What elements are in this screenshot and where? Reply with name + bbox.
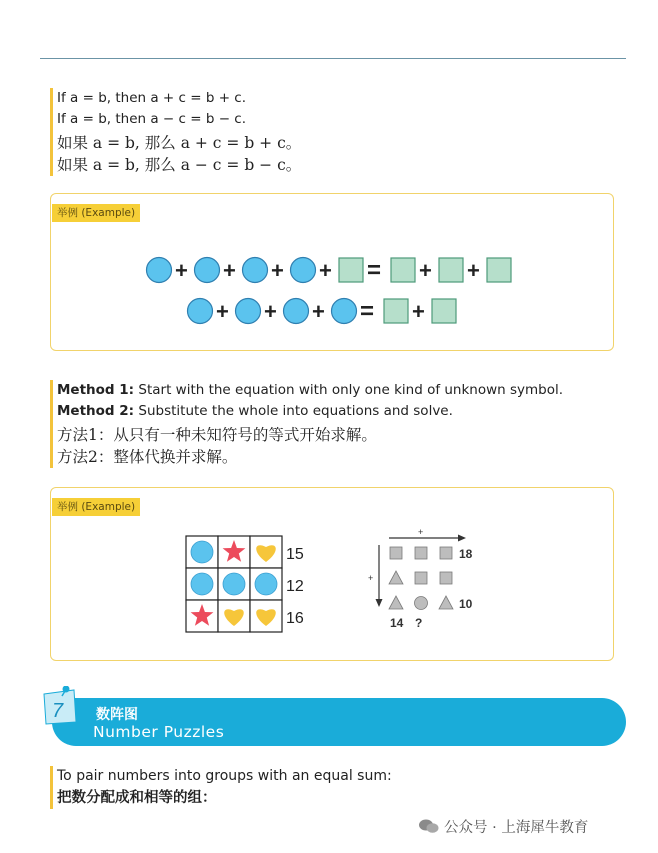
equals-sign: =	[367, 257, 382, 284]
gray-square-icon	[415, 572, 427, 584]
plus-sign: +	[175, 258, 188, 283]
section-number: 7	[52, 700, 64, 722]
method-zh-1: 方法1：从只有一种未知符号的等式开始求解。	[57, 426, 377, 444]
plus-sign: +	[264, 299, 277, 324]
rule-en-2: If a = b, then a − c = b − c.	[57, 111, 247, 127]
method-1-line	[57, 380, 563, 401]
example-box-1	[50, 193, 614, 351]
pair-zh: 把数分配成和相等的组：	[57, 790, 217, 806]
blue-circle-icon	[255, 573, 277, 595]
wechat-icon	[418, 818, 440, 834]
blue-circle-icon	[291, 258, 316, 283]
plus-sign: +	[319, 258, 332, 283]
blue-circle-icon	[147, 258, 172, 283]
column-value: ?	[415, 616, 423, 630]
blue-circle-icon	[191, 541, 213, 563]
arrow-plus-label: +	[368, 573, 374, 583]
blue-circle-icon	[332, 299, 357, 324]
blue-circle-icon	[223, 573, 245, 595]
gray-square-icon	[440, 572, 452, 584]
watermark	[418, 816, 588, 837]
methods-block	[50, 380, 563, 468]
down-arrow-head-icon	[376, 599, 383, 607]
blue-circle-icon	[284, 299, 309, 324]
column-value: 14	[390, 616, 404, 630]
green-square-icon	[391, 258, 415, 282]
rule-zh-1: 如果 a = b, 那么 a + c = b + c。	[57, 134, 302, 152]
gray-triangle-icon	[389, 571, 403, 584]
plus-sign: +	[216, 299, 229, 324]
blue-circle-icon	[236, 299, 261, 324]
gray-square-icon	[390, 547, 402, 559]
method-2-text: Substitute the whole into equations and solve.	[134, 403, 453, 419]
equation-figure	[51, 194, 613, 350]
example-box-2	[50, 487, 614, 661]
puzzle-figure	[51, 488, 613, 660]
example-tag: 举例 (Example)	[52, 204, 140, 222]
gray-triangle-icon	[439, 596, 453, 609]
plus-sign: +	[312, 299, 325, 324]
section-title-zh: 数阵图	[96, 707, 138, 723]
blue-circle-icon	[243, 258, 268, 283]
blue-circle-icon	[195, 258, 220, 283]
example-tag-2: 举例 (Example)	[52, 498, 140, 516]
row-value: 10	[459, 597, 473, 611]
method-2-label: Method 2:	[57, 403, 135, 419]
watermark-text: 公众号 · 上海犀牛教育	[444, 820, 589, 836]
rule-en-1: If a = b, then a + c = b + c.	[57, 90, 247, 106]
gray-circle-icon	[415, 597, 428, 610]
section-title-en: Number Puzzles	[93, 723, 225, 741]
gray-square-icon	[415, 547, 427, 559]
plus-sign: +	[412, 299, 425, 324]
row-sum: 16	[286, 610, 304, 627]
green-square-icon	[432, 299, 456, 323]
pair-en: To pair numbers into groups with an equal sum:	[57, 768, 392, 784]
row-value: 18	[459, 547, 473, 561]
blue-circle-icon	[191, 573, 213, 595]
header-rule	[40, 58, 626, 59]
equals-sign: =	[360, 298, 375, 325]
section-number-badge	[40, 686, 80, 726]
rule-zh-2: 如果 a = b, 那么 a − c = b − c。	[57, 156, 302, 174]
gray-square-icon	[440, 547, 452, 559]
green-square-icon	[339, 258, 363, 282]
green-square-icon	[487, 258, 511, 282]
gray-triangle-icon	[389, 596, 403, 609]
rules-block	[50, 88, 301, 176]
method-1-label: Method 1:	[57, 382, 135, 398]
plus-sign: +	[419, 258, 432, 283]
method-zh-2: 方法2：整体代换并求解。	[57, 448, 238, 466]
row-sum: 15	[286, 546, 304, 563]
plus-sign: +	[223, 258, 236, 283]
pair-block	[50, 766, 392, 809]
green-square-icon	[439, 258, 463, 282]
green-square-icon	[384, 299, 408, 323]
method-2-line	[57, 401, 563, 422]
row-sum: 12	[286, 578, 304, 595]
arrow-plus-label: +	[418, 527, 424, 537]
method-1-text: Start with the equation with only one kind of unknown symbol.	[134, 382, 564, 398]
right-arrow-head-icon	[458, 535, 466, 542]
plus-sign: +	[467, 258, 480, 283]
plus-sign: +	[271, 258, 284, 283]
blue-circle-icon	[188, 299, 213, 324]
